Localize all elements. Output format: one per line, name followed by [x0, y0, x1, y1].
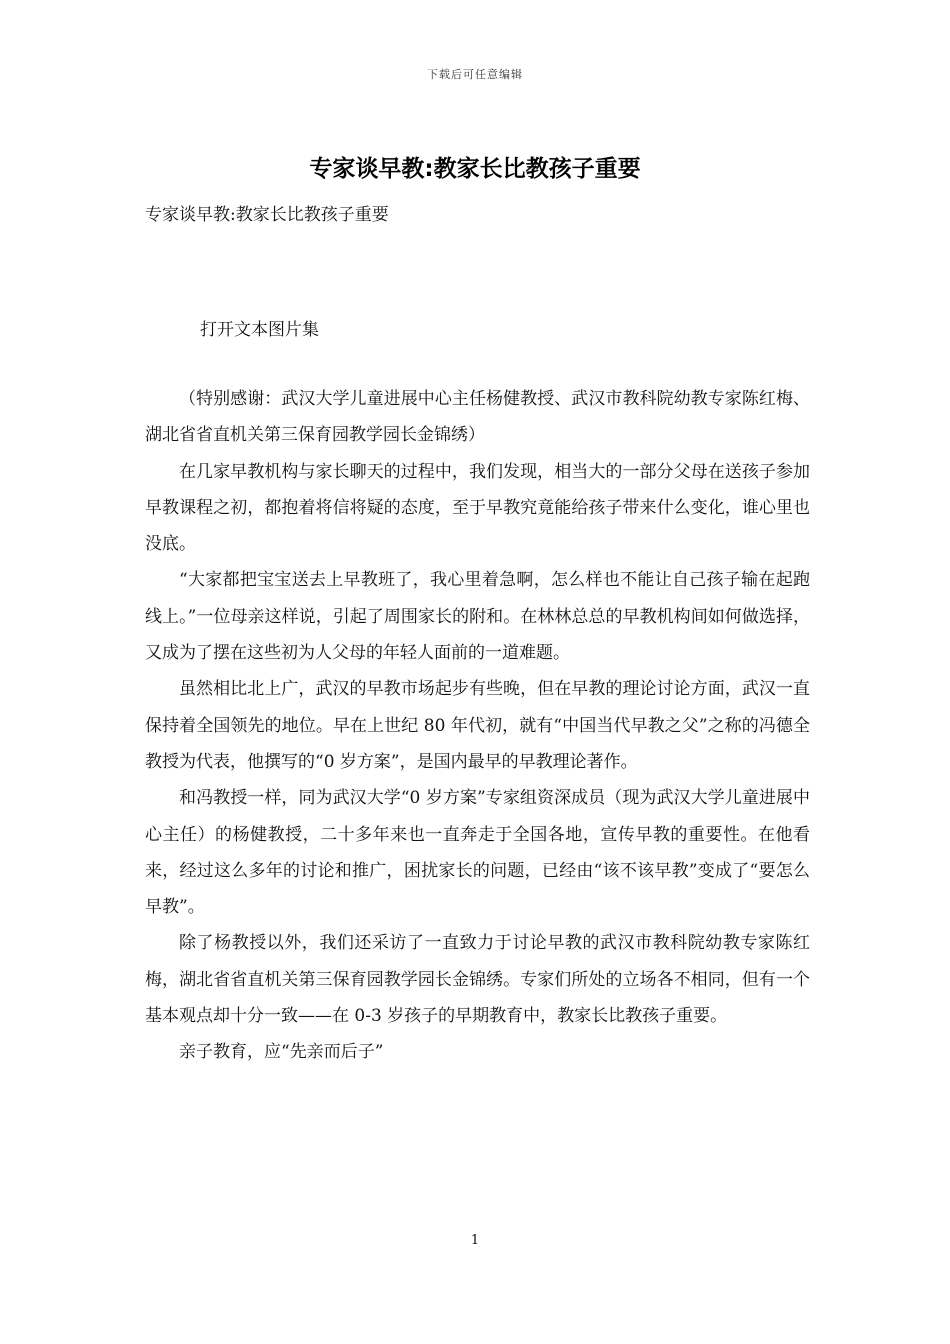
page-number: 1 — [470, 1233, 480, 1248]
paragraph-acknowledgement: （特别感谢：武汉大学儿童进展中心主任杨健教授、武汉市教科院幼教专家陈红梅、湖北省省直机关第三保育园教学园长金锦绣） — [145, 389, 810, 446]
document-subtitle: 专家谈早教:教家长比教孩子重要 — [145, 205, 389, 225]
paragraph: 除了杨教授以外，我们还采访了一直致力于讨论早教的武汉市教科院幼教专家陈红梅，湖北省省直机关第三保育园教学园长金锦绣。专家们所处的立场各不相同，但有一个基本观点却十分一致——在 0-3 岁孩子的早期教育中，教家长比教孩子重要。 — [145, 933, 810, 1027]
page-header-note: 下载后可任意编辑 — [427, 68, 523, 81]
paragraph: 虽然相比北上广，武汉的早教市场起步有些晚，但在早教的理论讨论方面，武汉一直保持着全国领先的地位。早在上世纪 80 年代初，就有“中国当代早教之父”之称的冯德全教授为代表，他撰写的“0 岁方案”，是国内最早的早教理论著作。 — [145, 679, 810, 772]
paragraph: 和冯教授一样，同为武汉大学“0 岁方案”专家组资深成员（现为武汉大学儿童进展中心主任）的杨健教授，二十多年来也一直奔走于全国各地，宣传早教的重要性。在他看来，经过这么多年的讨论和推广，困扰家长的问题，已经由“该不该早教”变成了“要怎么早教”。 — [145, 788, 810, 918]
section-heading: 亲子教育，应“先亲而后子” — [179, 1042, 384, 1063]
paragraph: “大家都把宝宝送去上早教班了，我心里着急啊，怎么样也不能让自己孩子输在起跑线上。”一位母亲这样说，引起了周围家长的附和。在林林总总的早教机构间如何做选择，又成为了摆在这些初为人父母的年轻人面前的一道难题。 — [145, 570, 810, 664]
article-body — [145, 381, 810, 1071]
paragraph: 在几家早教机构与家长聊天的过程中，我们发现，相当大的一部分父母在送孩子参加早教课程之初，都抱着将信将疑的态度，至于早教究竟能给孩子带来什么变化，谁心里也没底。 — [145, 461, 810, 555]
open-image-gallery-link[interactable]: 打开文本图片集 — [200, 320, 319, 340]
document-title: 专家谈早教:教家长比教孩子重要 — [309, 156, 641, 182]
